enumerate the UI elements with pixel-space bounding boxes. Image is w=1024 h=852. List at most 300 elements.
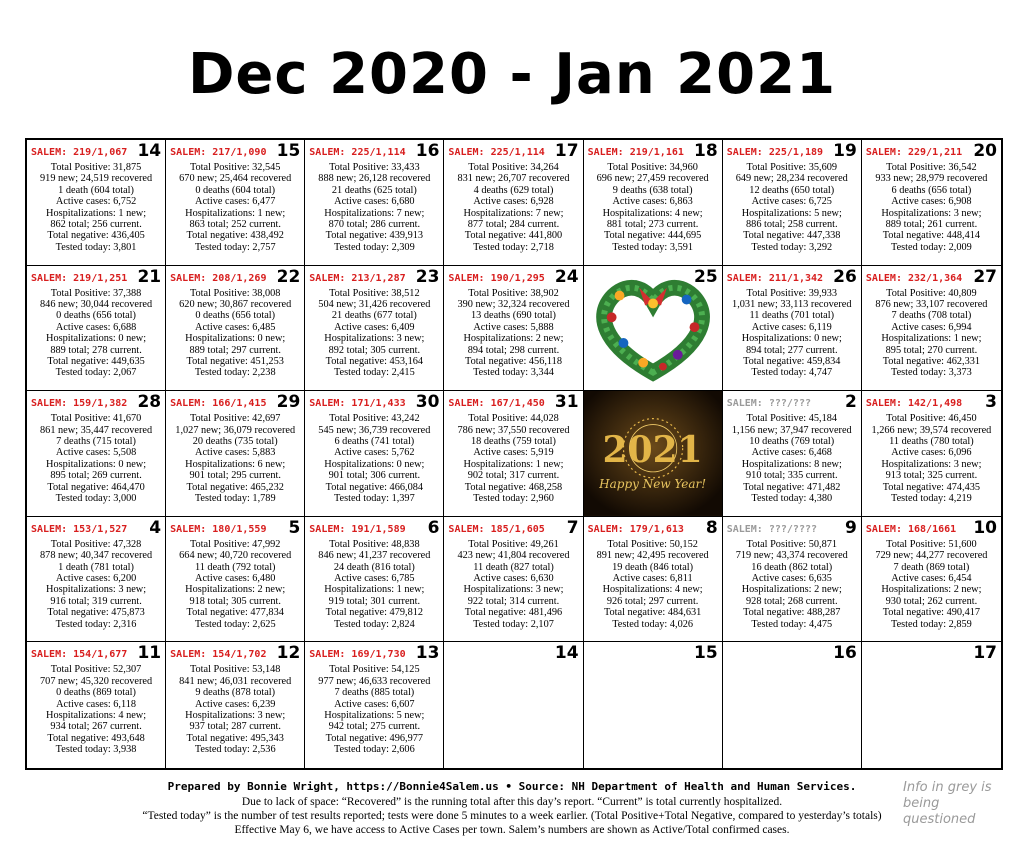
stat-line: Tested today: 2,309 bbox=[333, 241, 415, 253]
footer-note-active: Effective May 6, we have access to Active Cases per town. Salem’s numbers are shown as Active/Total confirmed cases. bbox=[234, 824, 790, 836]
stat-line: Tested today: 2,859 bbox=[891, 618, 972, 630]
stat-line: Hospitalizations: 2 new; bbox=[463, 333, 564, 345]
stat-line: Total Positive: 53,148 bbox=[189, 664, 281, 676]
stat-line: Active cases: 6,119 bbox=[751, 321, 832, 333]
stat-line: Total Positive: 39,933 bbox=[746, 287, 838, 299]
stat-line: Hospitalizations: 0 new; bbox=[46, 458, 147, 470]
day-stats bbox=[29, 664, 163, 755]
stat-line: 841 new; 46,031 recovered bbox=[179, 675, 292, 687]
stat-line: 895 total; 270 current. bbox=[885, 344, 978, 356]
salem-cases: SALEM: 185/1,605 bbox=[448, 523, 545, 535]
stat-line: Total Positive: 33,433 bbox=[329, 162, 420, 173]
stat-line: 11 death (827 total) bbox=[473, 561, 554, 573]
stat-line: Hospitalizations: 4 new; bbox=[602, 207, 703, 219]
day-number: 16 bbox=[415, 141, 440, 161]
stat-line: 0 deaths (604 total) bbox=[195, 184, 276, 196]
stat-line: Active cases: 6,468 bbox=[751, 447, 832, 459]
stat-line: 6 deaths (656 total) bbox=[891, 184, 972, 196]
calendar-day-cell bbox=[305, 266, 444, 392]
calendar-day-cell bbox=[584, 266, 723, 392]
day-number: 15 bbox=[276, 141, 301, 161]
stat-line: 0 deaths (656 total) bbox=[56, 310, 136, 322]
calendar-day-cell bbox=[862, 391, 1001, 517]
day-number: 24 bbox=[554, 266, 579, 287]
stat-line: 670 new; 25,464 recovered bbox=[179, 173, 292, 185]
calendar-day-cell bbox=[166, 642, 305, 768]
stat-line: Hospitalizations: 1 new; bbox=[324, 584, 425, 596]
stat-line: Total negative: 477,834 bbox=[186, 607, 284, 619]
stat-line: Active cases: 6,811 bbox=[612, 573, 693, 585]
stat-line: Total negative: 490,417 bbox=[882, 607, 981, 619]
stat-line: Total negative: 464,470 bbox=[47, 481, 145, 493]
stat-line: 7 death (869 total) bbox=[893, 561, 970, 573]
day-number: 9 bbox=[845, 517, 857, 538]
stat-line: Hospitalizations: 2 new; bbox=[741, 584, 842, 596]
salem-cases: SALEM: 191/1,589 bbox=[309, 523, 406, 535]
calendar-day-cell bbox=[723, 266, 862, 392]
day-number: 8 bbox=[705, 517, 718, 538]
stat-line: Total Positive: 48,838 bbox=[329, 538, 420, 550]
stat-line: 930 total; 262 current. bbox=[885, 595, 978, 607]
day-number: 16 bbox=[833, 643, 857, 664]
stat-line: 20 deaths (735 total) bbox=[192, 436, 278, 447]
stat-line: Tested today: 2,824 bbox=[333, 618, 415, 630]
stat-line: 910 total; 335 current. bbox=[746, 470, 838, 482]
stat-line: Tested today: 3,373 bbox=[891, 367, 972, 379]
calendar-day-cell bbox=[27, 266, 166, 392]
day-stats bbox=[307, 413, 441, 504]
stat-line: Total negative: 471,482 bbox=[743, 481, 841, 493]
stat-line: 877 total; 284 current. bbox=[467, 219, 560, 231]
stat-line: Active cases: 5,919 bbox=[473, 447, 554, 459]
day-number: 12 bbox=[276, 643, 301, 664]
stat-line: Total negative: 466,084 bbox=[325, 481, 424, 493]
stat-line: 11 deaths (780 total) bbox=[889, 436, 974, 447]
stat-line: Total negative: 459,834 bbox=[743, 356, 841, 368]
stat-line: 919 total; 301 current. bbox=[328, 595, 421, 607]
stat-line: 10 deaths (769 total) bbox=[749, 436, 835, 447]
stat-line: 390 new; 32,324 recovered bbox=[457, 299, 570, 310]
stat-line: 876 new; 33,107 recovered bbox=[875, 299, 988, 310]
stat-line: 620 new; 30,867 recovered bbox=[179, 299, 292, 310]
stat-line: 895 total; 269 current. bbox=[50, 470, 142, 482]
calendar-day-cell bbox=[305, 391, 444, 517]
stat-line: Active cases: 6,785 bbox=[334, 573, 415, 585]
stat-line: 894 total; 277 current. bbox=[746, 344, 838, 356]
stat-line: Total negative: 439,913 bbox=[325, 230, 424, 242]
stat-line: 902 total; 317 current. bbox=[467, 470, 560, 482]
stat-line: 894 total; 298 current. bbox=[467, 344, 560, 356]
stat-line: Total negative: 438,492 bbox=[186, 230, 284, 242]
stat-line: 9 deaths (878 total) bbox=[195, 687, 276, 699]
stat-line: 24 death (816 total) bbox=[333, 561, 415, 573]
stat-line: 881 total; 273 current. bbox=[606, 219, 699, 231]
stat-line: 889 total; 261 current. bbox=[885, 219, 978, 231]
stat-line: Tested today: 2,757 bbox=[194, 241, 276, 253]
footer-credit: Prepared by Bonnie Wright, https://Bonnie4Salem.us • Source: NH Department of Health and Human Services. bbox=[167, 780, 857, 793]
day-stats bbox=[307, 664, 441, 755]
day-stats bbox=[168, 162, 302, 253]
stat-line: 21 deaths (677 total) bbox=[331, 310, 417, 322]
stat-line: Total Positive: 43,242 bbox=[329, 413, 420, 425]
stat-line: Tested today: 3,801 bbox=[55, 241, 137, 253]
calendar-day-cell bbox=[27, 140, 166, 266]
stat-line: 0 deaths (656 total) bbox=[195, 310, 276, 322]
stat-line: Total Positive: 49,261 bbox=[468, 538, 559, 550]
stat-line: Tested today: 2,238 bbox=[194, 367, 276, 379]
day-number: 4 bbox=[149, 517, 162, 538]
stat-line: Total Positive: 36,542 bbox=[886, 162, 977, 173]
stat-line: 719 new; 43,374 recovered bbox=[735, 550, 848, 562]
stat-line: Hospitalizations: 0 new; bbox=[185, 333, 286, 345]
day-stats bbox=[725, 413, 859, 504]
stat-line: 977 new; 46,633 recovered bbox=[318, 675, 431, 687]
calendar-day-cell bbox=[723, 140, 862, 266]
stat-line: Active cases: 6,200 bbox=[55, 573, 137, 585]
grey-info-note: Info in grey is being questioned bbox=[903, 780, 992, 827]
day-stats bbox=[307, 539, 441, 630]
calendar-day-cell bbox=[166, 391, 305, 517]
calendar-day-cell bbox=[27, 517, 166, 643]
day-stats bbox=[446, 413, 580, 504]
stat-line: Tested today: 3,000 bbox=[55, 493, 137, 505]
stat-line: 696 new; 27,459 recovered bbox=[596, 173, 709, 185]
salem-cases: SALEM: 179/1,613 bbox=[587, 523, 684, 535]
stat-line: Tested today: 4,219 bbox=[891, 493, 972, 505]
stat-line: Total negative: 493,648 bbox=[47, 732, 145, 744]
calendar-day-cell bbox=[862, 517, 1001, 643]
day-number: 17 bbox=[973, 643, 997, 664]
stat-line: Total Positive: 34,264 bbox=[468, 162, 559, 173]
salem-cases: SALEM: 229/1,211 bbox=[865, 147, 963, 158]
salem-cases: SALEM: 154/1,677 bbox=[31, 649, 128, 661]
stat-line: Active cases: 6,688 bbox=[55, 321, 137, 333]
stat-line: Total Positive: 38,902 bbox=[468, 287, 559, 299]
day-number: 27 bbox=[973, 266, 997, 287]
calendar-day-cell bbox=[862, 140, 1001, 266]
page-title: Dec 2020 - Jan 2021 bbox=[187, 42, 837, 107]
stat-line: Tested today: 2,718 bbox=[473, 241, 554, 253]
salem-cases: SALEM: 180/1,559 bbox=[170, 523, 267, 535]
salem-cases: SALEM: 219/1,067 bbox=[31, 147, 128, 158]
day-number: 29 bbox=[276, 392, 301, 413]
calendar-day-cell bbox=[584, 642, 723, 768]
stat-line: Active cases: 6,752 bbox=[55, 196, 137, 208]
calendar-grid bbox=[25, 138, 1003, 770]
stat-line: Total Positive: 37,388 bbox=[50, 287, 142, 299]
stat-line: Hospitalizations: 3 new; bbox=[324, 333, 425, 345]
stat-line: Total Positive: 31,875 bbox=[50, 162, 142, 173]
stat-line: Active cases: 6,725 bbox=[751, 196, 832, 208]
salem-cases: SALEM: 232/1,364 bbox=[865, 272, 963, 284]
day-stats bbox=[29, 539, 163, 630]
stat-line: Tested today: 1,789 bbox=[194, 493, 276, 505]
stat-line: 888 new; 26,128 recovered bbox=[318, 173, 431, 185]
day-number: 14 bbox=[554, 643, 579, 664]
stat-line: Total Positive: 50,871 bbox=[746, 538, 838, 550]
stat-line: Tested today: 2,606 bbox=[333, 744, 415, 756]
stat-line: 0 deaths (869 total) bbox=[56, 687, 136, 699]
stat-line: 934 total; 267 current. bbox=[50, 721, 142, 733]
day-stats bbox=[586, 162, 720, 253]
footer-note-tested: “Tested today” is the number of test results reported; tests were done 5 minutes to a week earlier. (Total Positive+Total Negative, compared to yesterday’s totals) bbox=[142, 810, 882, 822]
salem-cases: SALEM: 219/1,161 bbox=[587, 147, 684, 158]
calendar-day-cell bbox=[444, 517, 583, 643]
stat-line: Tested today: 2,107 bbox=[473, 618, 554, 630]
day-stats bbox=[725, 162, 859, 253]
stat-line: Hospitalizations: 0 new; bbox=[46, 333, 147, 345]
day-stats bbox=[168, 288, 302, 379]
calendar-day-cell bbox=[305, 517, 444, 643]
stat-line: Active cases: 6,994 bbox=[891, 321, 972, 333]
stat-line: Active cases: 6,680 bbox=[334, 196, 415, 208]
salem-cases: SALEM: 153/1,527 bbox=[31, 523, 128, 535]
stat-line: Total negative: 447,338 bbox=[743, 230, 841, 242]
stat-line: Total negative: 465,232 bbox=[186, 481, 284, 493]
calendar-day-cell bbox=[444, 642, 583, 768]
day-number: 3 bbox=[985, 392, 997, 413]
stat-line: Tested today: 3,938 bbox=[55, 744, 137, 756]
stat-line: Active cases: 6,239 bbox=[195, 698, 276, 710]
stat-line: 862 total; 256 current. bbox=[50, 219, 142, 231]
stat-line: Tested today: 2,316 bbox=[55, 618, 137, 630]
stat-line: 870 total; 286 current. bbox=[328, 219, 421, 231]
stat-line: Tested today: 4,380 bbox=[751, 493, 833, 505]
stat-line: Total negative: 495,343 bbox=[186, 732, 284, 744]
salem-cases: SALEM: 217/1,090 bbox=[170, 147, 267, 158]
stat-line: 889 total; 297 current. bbox=[189, 344, 281, 356]
salem-cases: SALEM: 167/1,450 bbox=[448, 398, 545, 410]
stat-line: Total Positive: 46,450 bbox=[886, 413, 977, 425]
stat-line: Total Positive: 42,697 bbox=[189, 413, 281, 425]
calendar-day-cell bbox=[444, 391, 583, 517]
stat-line: 9 deaths (638 total) bbox=[612, 184, 693, 196]
stat-line: Hospitalizations: 1 new; bbox=[881, 333, 982, 345]
salem-cases: SALEM: 190/1,295 bbox=[448, 272, 545, 284]
day-number: 23 bbox=[415, 266, 440, 287]
day-number: 13 bbox=[415, 643, 440, 664]
stat-line: Active cases: 6,607 bbox=[334, 698, 415, 710]
stat-line: 901 total; 306 current. bbox=[328, 470, 421, 482]
stat-line: 11 deaths (701 total) bbox=[749, 310, 835, 322]
stat-line: Active cases: 6,096 bbox=[891, 447, 972, 459]
stat-line: 729 new; 44,277 recovered bbox=[875, 550, 988, 562]
calendar-day-cell bbox=[27, 391, 166, 517]
stat-line: 889 total; 278 current. bbox=[50, 344, 142, 356]
calendar-day-cell bbox=[584, 391, 723, 517]
stat-line: 831 new; 26,707 recovered bbox=[457, 173, 570, 185]
day-stats bbox=[307, 288, 441, 379]
stat-line: Total Positive: 51,600 bbox=[886, 538, 977, 550]
stat-line: Active cases: 6,454 bbox=[891, 573, 972, 585]
day-number: 21 bbox=[137, 266, 162, 287]
stat-line: Hospitalizations: 0 new; bbox=[741, 333, 842, 345]
stat-line: Active cases: 6,409 bbox=[334, 321, 415, 333]
stat-line: Active cases: 6,485 bbox=[195, 321, 276, 333]
stat-line: 937 total; 287 current. bbox=[189, 721, 281, 733]
day-number: 26 bbox=[833, 266, 857, 287]
stat-line: Hospitalizations: 1 new; bbox=[46, 207, 147, 219]
stat-line: 4 deaths (629 total) bbox=[473, 184, 554, 196]
day-number: 14 bbox=[137, 141, 162, 161]
salem-cases: SALEM: ???/??? bbox=[726, 398, 811, 410]
stat-line: 16 death (862 total) bbox=[751, 561, 833, 573]
stat-line: 933 new; 28,979 recovered bbox=[875, 173, 988, 185]
salem-cases: SALEM: 168/1661 bbox=[865, 523, 957, 535]
stat-line: Active cases: 6,928 bbox=[473, 196, 554, 208]
day-number: 7 bbox=[566, 517, 579, 538]
day-number: 31 bbox=[554, 392, 579, 413]
stat-line: Total Positive: 47,328 bbox=[50, 538, 142, 550]
stat-line: 861 new; 35,447 recovered bbox=[40, 424, 153, 436]
day-number: 6 bbox=[427, 517, 440, 538]
day-stats bbox=[446, 162, 580, 253]
stat-line: Hospitalizations: 7 new; bbox=[463, 207, 564, 219]
stat-line: Hospitalizations: 5 new; bbox=[741, 207, 842, 219]
day-stats bbox=[725, 539, 859, 630]
stat-line: Active cases: 5,762 bbox=[334, 447, 415, 459]
stat-line: 1,266 new; 39,574 recovered bbox=[871, 424, 992, 436]
day-stats bbox=[29, 288, 163, 379]
day-number: 2 bbox=[845, 392, 857, 413]
stat-line: Hospitalizations: 6 new; bbox=[185, 458, 286, 470]
day-stats bbox=[168, 413, 302, 504]
stat-line: Total negative: 449,635 bbox=[47, 356, 145, 368]
stat-line: 707 new; 45,320 recovered bbox=[40, 675, 153, 687]
stat-line: Total Positive: 34,960 bbox=[607, 162, 698, 173]
stat-line: Hospitalizations: 2 new; bbox=[185, 584, 286, 596]
stat-line: 664 new; 40,720 recovered bbox=[179, 550, 292, 562]
salem-cases: SALEM: 171/1,433 bbox=[309, 398, 406, 410]
calendar-day-cell bbox=[444, 266, 583, 392]
stat-line: Total negative: 436,405 bbox=[47, 230, 145, 242]
stat-line: 886 total; 258 current. bbox=[746, 219, 838, 231]
stat-line: 922 total; 314 current. bbox=[467, 595, 560, 607]
salem-cases: SALEM: 211/1,342 bbox=[726, 272, 824, 284]
stat-line: Tested today: 2,415 bbox=[333, 367, 415, 379]
salem-cases: SALEM: 219/1,251 bbox=[31, 272, 128, 284]
stat-line: Hospitalizations: 3 new; bbox=[463, 584, 564, 596]
stat-line: Active cases: 6,480 bbox=[195, 573, 276, 585]
stat-line: Total negative: 484,631 bbox=[603, 607, 702, 619]
stat-line: Tested today: 4,475 bbox=[751, 618, 833, 630]
salem-cases: SALEM: 225/1,114 bbox=[309, 147, 406, 158]
stat-line: Tested today: 2,960 bbox=[473, 493, 554, 505]
salem-cases: SALEM: 213/1,287 bbox=[309, 272, 406, 284]
stat-line: Hospitalizations: 5 new; bbox=[324, 710, 425, 722]
stat-line: 19 death (846 total) bbox=[612, 561, 694, 573]
stat-line: Hospitalizations: 3 new; bbox=[881, 458, 982, 470]
day-stats bbox=[29, 413, 163, 504]
calendar-day-cell bbox=[584, 517, 723, 643]
stat-line: Tested today: 4,747 bbox=[751, 367, 833, 379]
stat-line: 786 new; 37,550 recovered bbox=[457, 424, 570, 436]
stat-line: Active cases: 5,883 bbox=[195, 447, 276, 459]
day-stats bbox=[864, 413, 999, 504]
salem-cases: SALEM: 142/1,498 bbox=[865, 398, 963, 410]
footer-note-recovered: Due to lack of space: “Recovered” is the running total after this day’s report. “Current” is total currently hospitalized. bbox=[241, 796, 783, 808]
day-stats bbox=[307, 162, 441, 253]
stat-line: 919 new; 24,519 recovered bbox=[40, 173, 153, 185]
day-stats bbox=[29, 162, 163, 253]
stat-line: Total negative: 462,331 bbox=[882, 356, 981, 368]
stat-line: 7 deaths (715 total) bbox=[56, 436, 136, 447]
stat-line: Active cases: 6,908 bbox=[891, 196, 972, 208]
day-stats bbox=[446, 539, 580, 630]
stat-line: Total Positive: 35,609 bbox=[746, 162, 838, 173]
day-stats bbox=[725, 288, 859, 379]
stat-line: 6 deaths (741 total) bbox=[334, 436, 415, 447]
day-number: 30 bbox=[415, 392, 440, 413]
day-stats bbox=[864, 288, 999, 379]
day-number: 25 bbox=[694, 266, 718, 287]
day-number: 19 bbox=[833, 141, 857, 161]
stat-line: Hospitalizations: 8 new; bbox=[741, 458, 842, 470]
calendar-day-cell bbox=[305, 642, 444, 768]
day-number: 22 bbox=[276, 266, 301, 287]
stat-line: Total negative: 481,496 bbox=[464, 607, 563, 619]
stat-line: Total negative: 479,812 bbox=[325, 607, 424, 619]
stat-line: 926 total; 297 current. bbox=[606, 595, 699, 607]
stat-line: 21 deaths (625 total) bbox=[331, 184, 417, 196]
stat-line: 901 total; 295 current. bbox=[189, 470, 281, 482]
day-number: 10 bbox=[973, 517, 997, 538]
new-year-number: 2021 bbox=[602, 429, 703, 472]
stat-line: 916 total; 319 current. bbox=[50, 595, 142, 607]
stat-line: 942 total; 275 current. bbox=[328, 721, 421, 733]
stat-line: Total Positive: 32,545 bbox=[189, 162, 281, 173]
stat-line: 504 new; 31,426 recovered bbox=[318, 299, 431, 310]
stat-line: Total negative: 456,118 bbox=[465, 356, 562, 368]
day-number: 5 bbox=[288, 517, 301, 538]
stat-line: Total negative: 441,800 bbox=[464, 230, 563, 242]
stat-line: 649 new; 28,234 recovered bbox=[735, 173, 848, 185]
stat-line: 1,027 new; 36,079 recovered bbox=[175, 424, 296, 436]
stat-line: 12 deaths (650 total) bbox=[749, 184, 835, 196]
stat-line: Total Positive: 40,809 bbox=[886, 287, 977, 299]
stat-line: Tested today: 2,009 bbox=[891, 241, 972, 253]
calendar-day-cell bbox=[723, 517, 862, 643]
calendar-day-cell bbox=[27, 642, 166, 768]
day-stats bbox=[168, 664, 302, 755]
calendar-day-cell bbox=[862, 642, 1001, 768]
salem-cases: SALEM: 225/1,114 bbox=[448, 147, 545, 158]
stat-line: 1 death (781 total) bbox=[58, 561, 134, 573]
salem-cases: SALEM: 169/1,730 bbox=[309, 649, 406, 661]
stat-line: Hospitalizations: 1 new; bbox=[463, 458, 564, 470]
salem-cases: SALEM: 225/1,189 bbox=[726, 147, 824, 158]
stat-line: 863 total; 252 current. bbox=[189, 219, 281, 231]
salem-cases: SALEM: ???/???? bbox=[726, 523, 818, 535]
stat-line: 7 deaths (708 total) bbox=[891, 310, 972, 322]
salem-cases: SALEM: 166/1,415 bbox=[170, 398, 267, 410]
stat-line: 423 new; 41,804 recovered bbox=[457, 550, 570, 562]
stat-line: Hospitalizations: 7 new; bbox=[324, 207, 425, 219]
stat-line: 7 deaths (885 total) bbox=[334, 687, 415, 699]
stat-line: Total Positive: 45,184 bbox=[746, 413, 838, 425]
stat-line: Total negative: 468,258 bbox=[464, 481, 563, 493]
stat-line: 545 new; 36,739 recovered bbox=[318, 424, 431, 436]
day-stats bbox=[864, 539, 999, 630]
stat-line: 18 deaths (759 total) bbox=[471, 436, 556, 447]
stat-line: Total Positive: 47,992 bbox=[189, 538, 281, 550]
stat-line: Tested today: 3,292 bbox=[751, 241, 833, 253]
day-number: 18 bbox=[694, 141, 718, 161]
stat-line: Total negative: 475,873 bbox=[47, 607, 145, 619]
stat-line: Total Positive: 54,125 bbox=[329, 664, 420, 676]
stat-line: Active cases: 5,888 bbox=[473, 321, 554, 333]
stat-line: 928 total; 268 current. bbox=[746, 595, 838, 607]
